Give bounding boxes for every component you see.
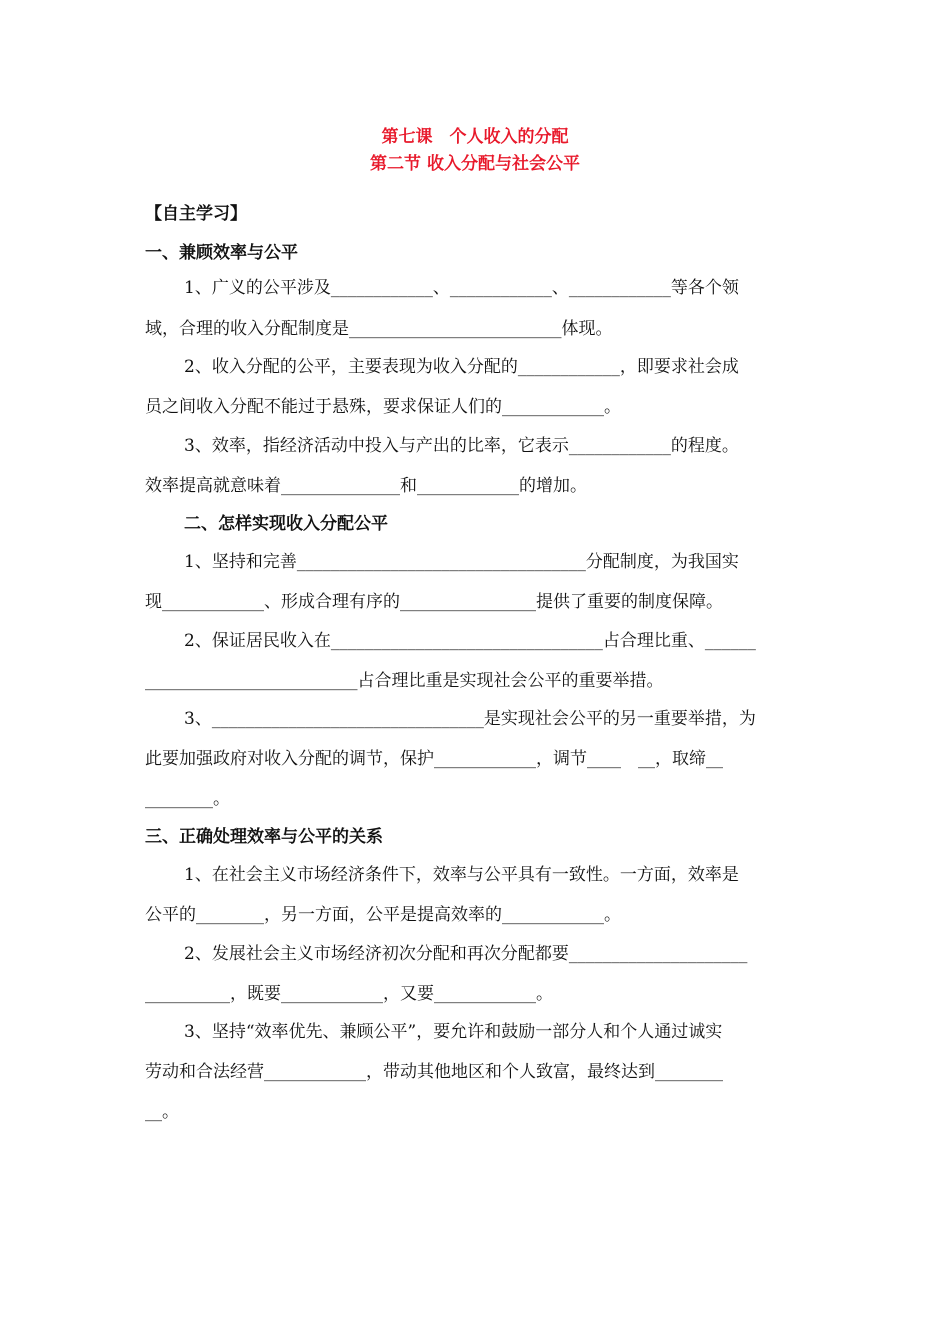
- section-1-line-3: 2、收入分配的公平，主要表现为收入分配的____________，即要求社会成: [184, 357, 739, 377]
- section-3-heading: 三、正确处理效率与公平的关系: [145, 827, 383, 847]
- section-1-line-2: 域，合理的收入分配制度是_________________________体现。: [145, 319, 613, 339]
- section-1-line-4: 员之间收入分配不能过于悬殊，要求保证人们的____________。: [145, 397, 621, 417]
- section-2-line-5: 3、________________________________是实现社会公平的另一重要举措，为: [184, 709, 756, 729]
- section-3-line-5: 3、坚持“效率优先、兼顾公平”，要允许和鼓励一部分人和个人通过诚实: [184, 1022, 723, 1042]
- section-2-line-3: 2、保证居民收入在________________________________占合理比重、______: [184, 631, 756, 651]
- section-3-line-3: 2、发展社会主义市场经济初次分配和再次分配都要_____________________: [184, 944, 748, 964]
- section-2-line-7: ________。: [145, 789, 230, 809]
- section-1-heading: 一、兼顾效率与公平: [145, 243, 298, 263]
- section-2-line-2: 现____________、形成合理有序的________________提供了重要的制度保障。: [145, 592, 723, 612]
- lesson-title: 第七课 个人收入的分配: [381, 127, 569, 147]
- section-1-line-5: 3、效率，指经济活动中投入与产出的比率，它表示____________的程度。: [184, 436, 739, 456]
- section-3-line-1: 1、在社会主义市场经济条件下，效率与公平具有一致性。一方面，效率是: [184, 865, 739, 885]
- section-3-line-7: __。: [145, 1102, 179, 1122]
- section-2-line-1: 1、坚持和完善__________________________________分配制度，为我国实: [184, 552, 739, 572]
- section-subtitle: 第二节 收入分配与社会公平: [370, 154, 580, 174]
- section-3-line-2: 公平的________，另一方面，公平是提高效率的____________。: [145, 905, 621, 925]
- section-3-line-4: __________，既要____________，又要____________。: [145, 984, 553, 1004]
- section-1-line-6: 效率提高就意味着______________和____________的增加。: [145, 476, 587, 496]
- section-2-line-6: 此要加强政府对收入分配的调节，保护____________，调节____ __，取缔__: [145, 749, 723, 769]
- section-2-line-4: _________________________占合理比重是实现社会公平的重要举措。: [145, 671, 664, 691]
- section-2-heading: 二、怎样实现收入分配公平: [184, 514, 388, 534]
- self-study-heading: 【自主学习】: [145, 204, 247, 224]
- section-1-line-1: 1、广义的公平涉及____________、____________、____________等各个领: [184, 278, 739, 298]
- section-3-line-6: 劳动和合法经营____________，带动其他地区和个人致富，最终达到________: [145, 1062, 723, 1082]
